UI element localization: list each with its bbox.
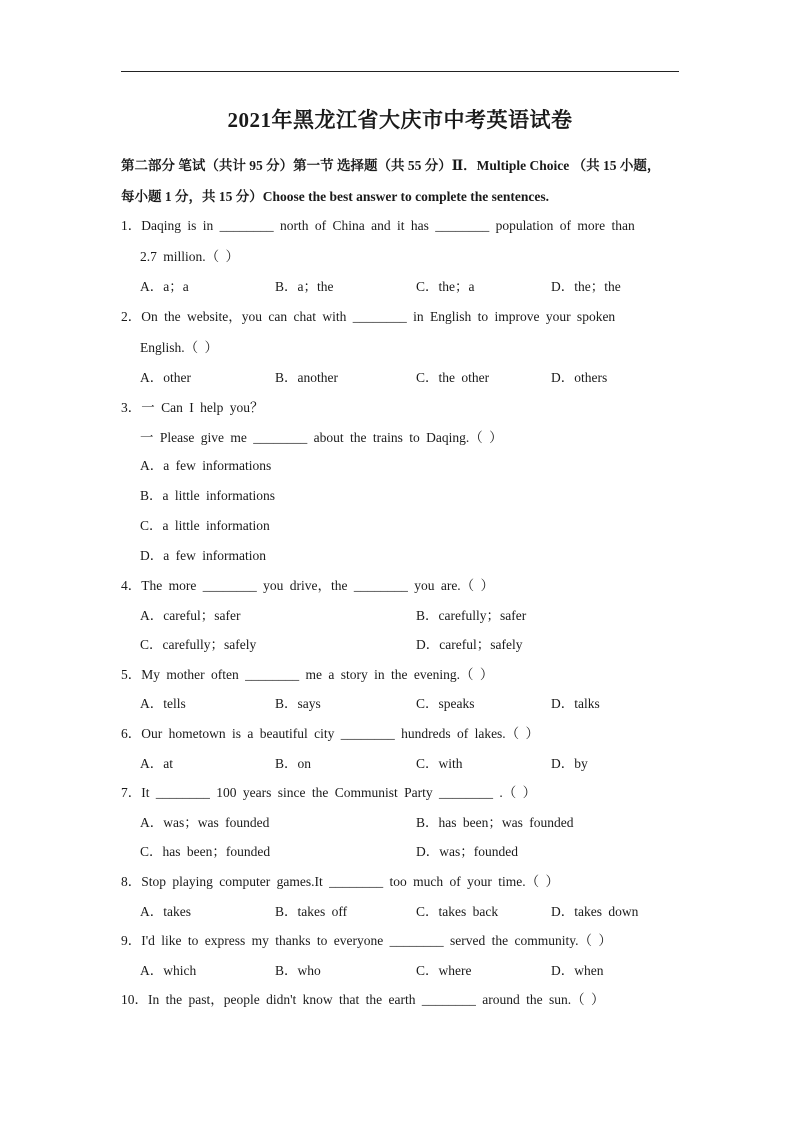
question-1-option-c: C．the；a [416, 279, 475, 294]
question-2-text: 2．On the website，you can chat with ________ in English to improve your spoken [121, 309, 616, 324]
question-2-option-c: C．the other [416, 370, 490, 385]
question-9-text: 9．I'd like to express my thanks to everyone ________ served the community.（ ） [121, 933, 612, 948]
question-5-text: 5．My mother often ________ me a story in the evening.（ ） [121, 667, 494, 682]
question-6-option-d: D．by [551, 756, 588, 771]
section-instructions-line-1: 第二部分 笔试（共计 95 分）第一节 选择题（共 55 分）Ⅱ．Multiple Choice （共 15 小题， [121, 158, 661, 173]
question-2-option-a: A．other [140, 370, 191, 385]
question-2-option-d: D．others [551, 370, 608, 385]
question-3-option-c: C．a little information [140, 518, 270, 533]
question-5-option-c: C．speaks [416, 696, 475, 711]
question-7-text: 7．It ________ 100 years since the Communist Party ________ .（ ） [121, 785, 537, 800]
page-title: 2021年黑龙江省大庆市中考英语试卷 [227, 108, 573, 132]
question-4-text: 4．The more ________ you drive，the ________ you are.（ ） [121, 578, 495, 593]
question-5-option-b: B．says [275, 696, 321, 711]
question-1-text: 1．Daqing is in ________ north of China and it has ________ population of more than [121, 218, 635, 233]
question-6-option-b: B．on [275, 756, 312, 771]
question-6-text: 6．Our hometown is a beautiful city ________ hundreds of lakes.（ ） [121, 726, 540, 741]
question-5-option-a: A．tells [140, 696, 186, 711]
question-3-text-cont: 一 Please give me ________ about the trains to Daqing.（ ） [140, 430, 503, 445]
question-2-text-cont: English.（ ） [140, 340, 219, 355]
question-7-option-d: D．was；founded [416, 844, 518, 859]
question-6-option-c: C．with [416, 756, 463, 771]
question-3-text: 3．一 Can I help you？ [121, 400, 264, 415]
question-1-option-d: D．the；the [551, 279, 621, 294]
question-4-option-d: D．careful；safely [416, 637, 523, 652]
question-3-option-a: A．a few informations [140, 458, 272, 473]
question-8-option-b: B．takes off [275, 904, 348, 919]
question-3-option-d: D．a few information [140, 548, 266, 563]
question-6-option-a: A．at [140, 756, 173, 771]
question-4-option-a: A．careful；safer [140, 608, 241, 623]
question-2-option-b: B．another [275, 370, 338, 385]
question-7-option-b: B．has been；was founded [416, 815, 574, 830]
question-1-text-cont: 2.7 million.（ ） [140, 249, 240, 264]
question-8-option-d: D．takes down [551, 904, 639, 919]
question-9-option-d: D．when [551, 963, 604, 978]
question-5-option-d: D．talks [551, 696, 600, 711]
question-4-option-c: C．carefully；safely [140, 637, 257, 652]
question-7-option-c: C．has been；founded [140, 844, 271, 859]
question-1-option-a: A．a；a [140, 279, 189, 294]
question-4-option-b: B．carefully；safer [416, 608, 527, 623]
section-instructions-line-2: 每小题 1 分，共 15 分）Choose the best answer to complete the sentences. [121, 189, 549, 204]
question-9-option-c: C．where [416, 963, 472, 978]
question-8-text: 8．Stop playing computer games.It ________ too much of your time.（ ） [121, 874, 559, 889]
question-8-option-a: A．takes [140, 904, 191, 919]
question-9-option-a: A．which [140, 963, 197, 978]
question-3-option-b: B．a little informations [140, 488, 275, 503]
question-7-option-a: A．was；was founded [140, 815, 270, 830]
question-10-text: 10．In the past，people didn't know that the earth ________ around the sun.（ ） [121, 992, 605, 1007]
question-9-option-b: B．who [275, 963, 321, 978]
header-rule [121, 71, 679, 72]
question-8-option-c: C．takes back [416, 904, 499, 919]
question-1-option-b: B．a；the [275, 279, 334, 294]
